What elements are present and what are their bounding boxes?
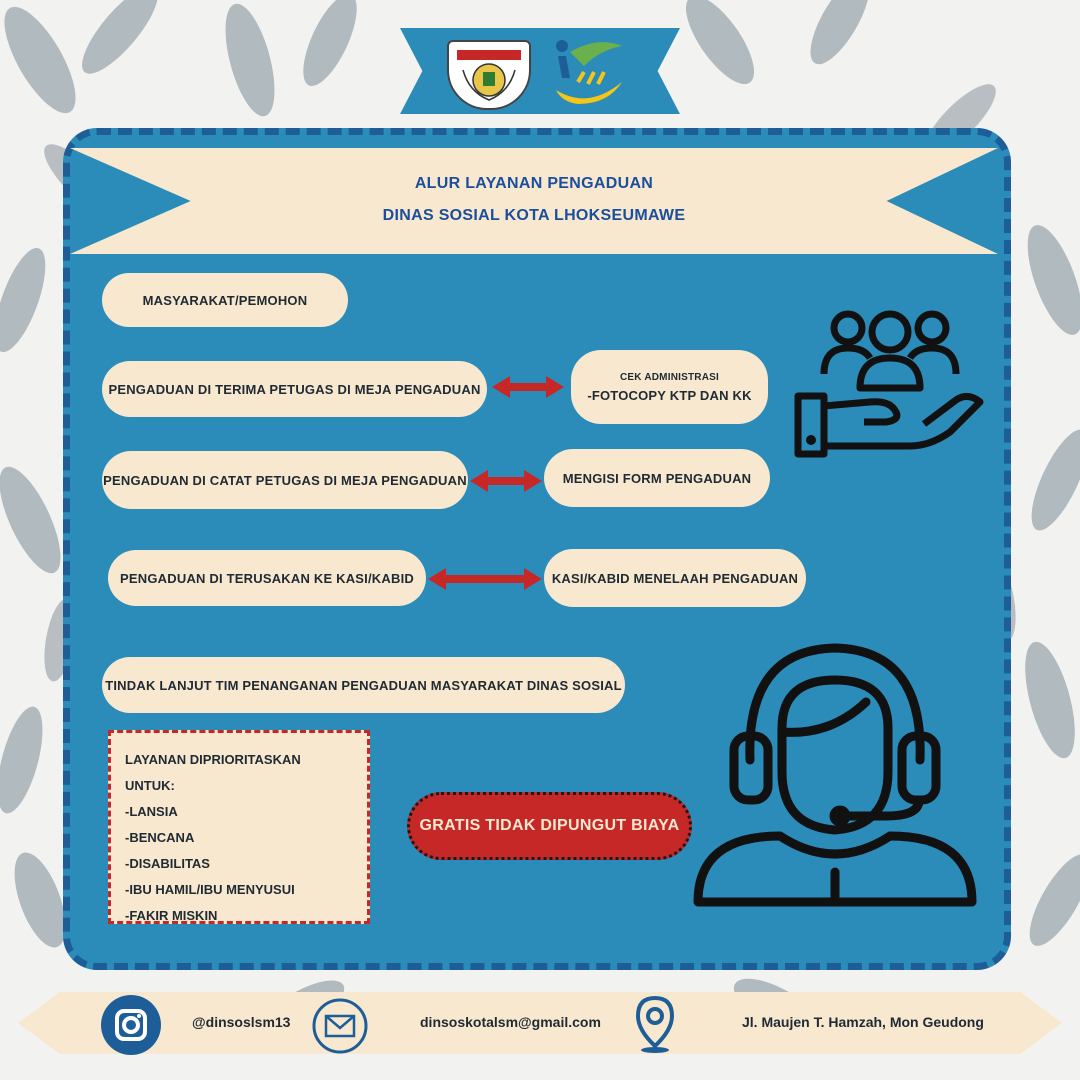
instagram-icon[interactable] [100, 994, 162, 1056]
step-diterima [102, 361, 487, 417]
cek-administrasi-title: CEK ADMINISTRASI [620, 372, 719, 383]
priority-box [108, 730, 370, 924]
step-tindak-lanjut [102, 657, 625, 713]
side-mengisi-form [544, 449, 770, 507]
step-masyarakat-label: MASYARAKAT/PEMOHON [142, 292, 308, 308]
priority-item: -IBU HAMIL/IBU MENYUSUI [125, 882, 295, 897]
free-badge-label: GRATIS TIDAK DIPUNGUT BIAYA [419, 817, 680, 834]
step-tindak-lanjut-label: TINDAK LANJUT TIM PENANGANAN PENGADUAN MASYARAKAT DINAS SOSIAL [105, 677, 622, 693]
step-masyarakat [102, 273, 348, 327]
priority-title: LAYANAN DIPRIORITASKAN UNTUK: [125, 752, 301, 793]
title-line-2: DINAS SOSIAL KOTA LHOKSEUMAWE [382, 207, 686, 224]
footer-email[interactable]: dinsoskotalsm@gmail.com [420, 1014, 601, 1030]
priority-item: -FAKIR MISKIN [125, 908, 218, 923]
priority-item: -LANSIA [125, 804, 178, 819]
title-line-1: ALUR LAYANAN PENGADUAN [414, 175, 654, 192]
double-arrow-icon [424, 564, 546, 594]
people-hand-icon [790, 296, 990, 466]
city-seal-icon [447, 40, 531, 110]
step-diteruskan-label: PENGADUAN DI TERUSAKAN KE KASI/KABID [120, 570, 414, 586]
location-pin-icon[interactable] [632, 994, 678, 1054]
free-badge [407, 792, 692, 860]
side-cek-administrasi [571, 350, 768, 424]
step-dicatat-label: PENGADUAN DI CATAT PETUGAS DI MEJA PENGADUAN [103, 472, 467, 488]
logo-ribbon [400, 28, 680, 114]
side-menelaah [544, 549, 806, 607]
step-dicatat [102, 451, 468, 509]
footer-address: Jl. Maujen T. Hamzah, Mon Geudong [742, 1014, 984, 1030]
cek-administrasi-label: -FOTOCOPY KTP DAN KK [587, 388, 752, 403]
page-title [70, 168, 998, 232]
priority-item: -BENCANA [125, 830, 195, 845]
priority-item: -DISABILITAS [125, 856, 210, 871]
kemensos-logo-icon [548, 32, 628, 112]
footer-instagram[interactable]: @dinsoslsm13 [192, 1014, 291, 1030]
menelaah-label: KASI/KABID MENELAAH PENGADUAN [551, 570, 799, 586]
step-diteruskan [108, 550, 426, 606]
double-arrow-icon [488, 372, 568, 402]
mail-icon[interactable] [312, 998, 368, 1054]
customer-service-icon [690, 640, 980, 910]
step-diterima-label: PENGADUAN DI TERIMA PETUGAS DI MEJA PENGADUAN [108, 381, 481, 397]
double-arrow-icon [466, 466, 546, 496]
mengisi-form-label: MENGISI FORM PENGADUAN [562, 470, 752, 486]
